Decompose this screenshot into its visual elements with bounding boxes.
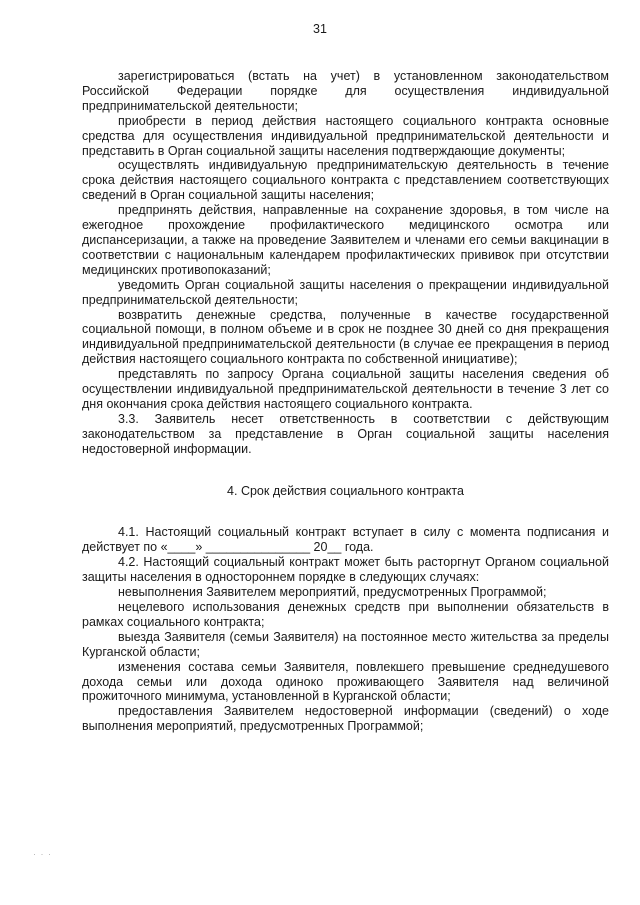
paragraph-3-3: 3.3. Заявитель несет ответственность в соответствии с действующим законодательством за представление в Орган социальной защиты населения недостоверной информации. [82, 411, 609, 456]
list-item: изменения состава семьи Заявителя, повлекшего превышение среднедушевого дохода семьи или дохода одиноко проживающего Заявителя над величиной прожиточного минимума, установленной в Курганской области; [82, 659, 609, 704]
page-number: 31 [313, 22, 327, 36]
section-title: 4. Срок действия социального контракта [227, 483, 464, 498]
list-item: предоставления Заявителем недостоверной информации (сведений) о ходе выполнения мероприятий, предусмотренных Программой; [82, 704, 609, 734]
list-item: выезда Заявителя (семьи Заявителя) на постоянное место жительства за пределы Курганской области; [82, 629, 609, 659]
document-body [82, 69, 609, 734]
paragraph: осуществлять индивидуальную предпринимательскую деятельность в течение срока действия настоящего социального контракта с представлением соответствующих сведений в Орган социальной защиты населения; [82, 158, 609, 203]
paragraph: зарегистрироваться (встать на учет) в установленном законодательством Российской Федерации порядке для осуществления индивидуальной предпринимательской деятельности; [82, 69, 609, 113]
list-item: невыполнения Заявителем мероприятий, предусмотренных Программой; [118, 585, 547, 600]
scan-margin-mark: · · · [33, 849, 52, 859]
paragraph: представлять по запросу Органа социальной защиты населения сведения об осуществлении индивидуальной предпринимательской деятельности в течение 3 лет со дня окончания срока действия настоящего социального контракта. [82, 367, 609, 411]
paragraph: приобрести в период действия настоящего социального контракта основные средства для осуществления индивидуальной предпринимательской деятельности и представить в Орган социальной защиты населения подтверждающие документы; [82, 113, 609, 158]
paragraph-4-1: 4.1. Настоящий социальный контракт вступает в силу с момента подписания и действует по «____» _______________ 20__ года. [82, 525, 609, 555]
list-item: нецелевого использования денежных средств при выполнении обязательств в рамках социального контракта; [82, 600, 609, 629]
paragraph: предпринять действия, направленные на сохранение здоровья, в том числе на ежегодное прохождение профилактического медицинского осмотра или диспансеризации, а также на проведение Заявителем и членами его семьи вакцинации в соответствии с национальным календарем профилактических прививок при отсутствии медицинских противопоказаний; [82, 203, 609, 277]
paragraph: уведомить Орган социальной защиты населения о прекращении индивидуальной предпринимательской деятельности; [82, 277, 609, 307]
paragraph: возвратить денежные средства, полученные в качестве государственной социальной помощи, в полном объеме и в срок не позднее 30 дней со дня прекращения индивидуальной предпринимательской деятельности (в случае ее прекращения в период действия настоящего социального контракта по собственной инициативе); [82, 307, 609, 367]
paragraph-4-2: 4.2. Настоящий социальный контракт может быть расторгнут Органом социальной защиты населения в одностороннем порядке в следующих случаях: [82, 555, 609, 585]
